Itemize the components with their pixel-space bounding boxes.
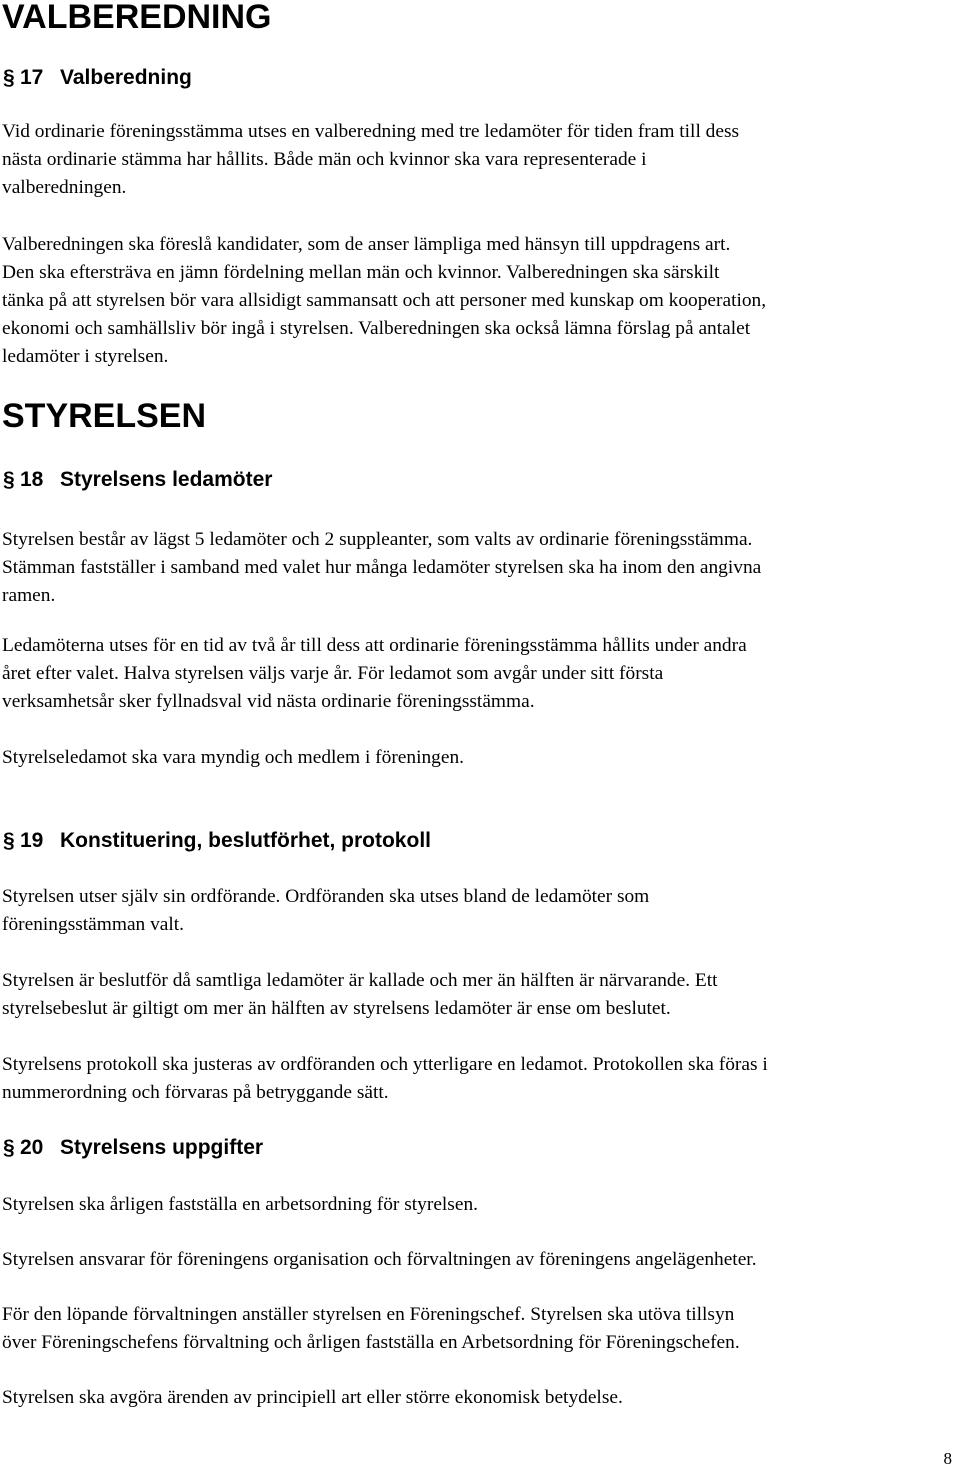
text-line: Den ska eftersträva en jämn fördelning mellan män och kvinnor. Valberedningen ska särskilt — [2, 262, 720, 283]
text-line: Vid ordinarie föreningsstämma utses en valberedning med tre ledamöter för tiden fram till dess — [2, 121, 740, 142]
section-sign: § — [3, 66, 15, 89]
text-line: Styrelsen utser själv sin ordförande. Ordföranden ska utses bland de ledamöter som — [2, 886, 650, 907]
text-line: föreningsstämman valt. — [2, 914, 185, 935]
text-line: För den löpande förvaltningen anställer styrelsen en Föreningschef. Styrelsen ska utöva tillsyn — [2, 1304, 735, 1325]
text-line: över Föreningschefens förvaltning och årligen fastställa en Arbetsordning för Föreningschefen. — [2, 1332, 740, 1353]
paragraph-18-2 — [2, 632, 958, 716]
paragraph-19-3 — [2, 1051, 958, 1107]
text-line: tänka på att styrelsen bör vara allsidigt sammansatt och att personer med kunskap om kooperation, — [2, 290, 767, 311]
section-number: 17 — [20, 66, 44, 89]
text-line: Styrelsen ska avgöra ärenden av principiell art eller större ekonomisk betydelse. — [2, 1387, 623, 1408]
paragraph-18-3 — [2, 744, 958, 772]
paragraph-18-1 — [2, 526, 958, 610]
section-number: 18 — [20, 468, 44, 491]
paragraph-20-3 — [2, 1301, 958, 1357]
chapter-heading-styrelsen: STYRELSEN — [2, 397, 207, 435]
section-title: Styrelsens ledamöter — [60, 468, 273, 491]
section-sign: § — [3, 468, 15, 491]
text-line: Valberedningen ska föreslå kandidater, som de anser lämpliga med hänsyn till uppdragens art. — [2, 234, 731, 255]
text-line: Stämman fastställer i samband med valet hur många ledamöter styrelsen ska ha inom den angivna — [2, 557, 762, 578]
section-sign: § — [3, 1136, 15, 1159]
section-title: Valberedning — [60, 66, 192, 89]
section-number: 20 — [20, 1136, 44, 1159]
text-line: nummerordning och förvaras på betryggande sätt. — [2, 1082, 389, 1103]
section-heading-20 — [3, 1136, 263, 1160]
section-sign: § — [3, 829, 15, 852]
text-line: styrelsebeslut är giltigt om mer än hälften av styrelsens ledamöter är ense om beslutet. — [2, 998, 671, 1019]
text-line: Styrelsen är beslutför då samtliga ledamöter är kallade och mer än hälften är närvarande. Ett — [2, 970, 718, 991]
paragraph-17-1 — [2, 118, 958, 202]
paragraph-19-2 — [2, 967, 958, 1023]
section-title: Konstituering, beslutförhet, protokoll — [60, 829, 431, 852]
text-line: Styrelsen ska årligen fastställa en arbetsordning för styrelsen. — [2, 1194, 479, 1215]
text-line: Styrelseledamot ska vara myndig och medlem i föreningen. — [2, 747, 465, 768]
text-line: valberedningen. — [2, 177, 127, 198]
text-line: verksamhetsår sker fyllnadsval vid nästa ordinarie föreningsstämma. — [2, 691, 535, 712]
text-line: Ledamöterna utses för en tid av två år till dess att ordinarie föreningsstämma hållits under andra — [2, 635, 747, 656]
text-line: året efter valet. Halva styrelsen väljs varje år. För ledamot som avgår under sitt första — [2, 663, 664, 684]
paragraph-20-4 — [2, 1384, 958, 1412]
paragraph-20-1 — [2, 1191, 958, 1219]
section-number: 19 — [20, 829, 44, 852]
paragraph-19-1 — [2, 883, 958, 939]
section-heading-19 — [3, 829, 431, 853]
paragraph-20-2 — [2, 1246, 958, 1274]
text-line: ledamöter i styrelsen. — [2, 346, 169, 367]
text-line: nästa ordinarie stämma har hållits. Både män och kvinnor ska vara representerade i — [2, 149, 647, 170]
text-line: ekonomi och samhällsliv bör ingå i styrelsen. Valberedningen ska också lämna förslag på antalet — [2, 318, 751, 339]
text-line: ramen. — [2, 585, 56, 606]
section-heading-18 — [3, 468, 272, 492]
section-title: Styrelsens uppgifter — [60, 1136, 264, 1159]
page-number: 8 — [943, 1449, 952, 1468]
text-line: Styrelsen består av lägst 5 ledamöter och 2 suppleanter, som valts av ordinarie föreningsstämma. — [2, 529, 753, 550]
chapter-heading-valberedning: VALBEREDNING — [2, 0, 272, 36]
paragraph-17-2 — [2, 231, 958, 371]
section-heading-17 — [3, 66, 192, 90]
text-line: Styrelsens protokoll ska justeras av ordföranden och ytterligare en ledamot. Protokollen ska föras i — [2, 1054, 768, 1075]
text-line: Styrelsen ansvarar för föreningens organisation och förvaltningen av föreningens angelägenheter. — [2, 1249, 757, 1270]
